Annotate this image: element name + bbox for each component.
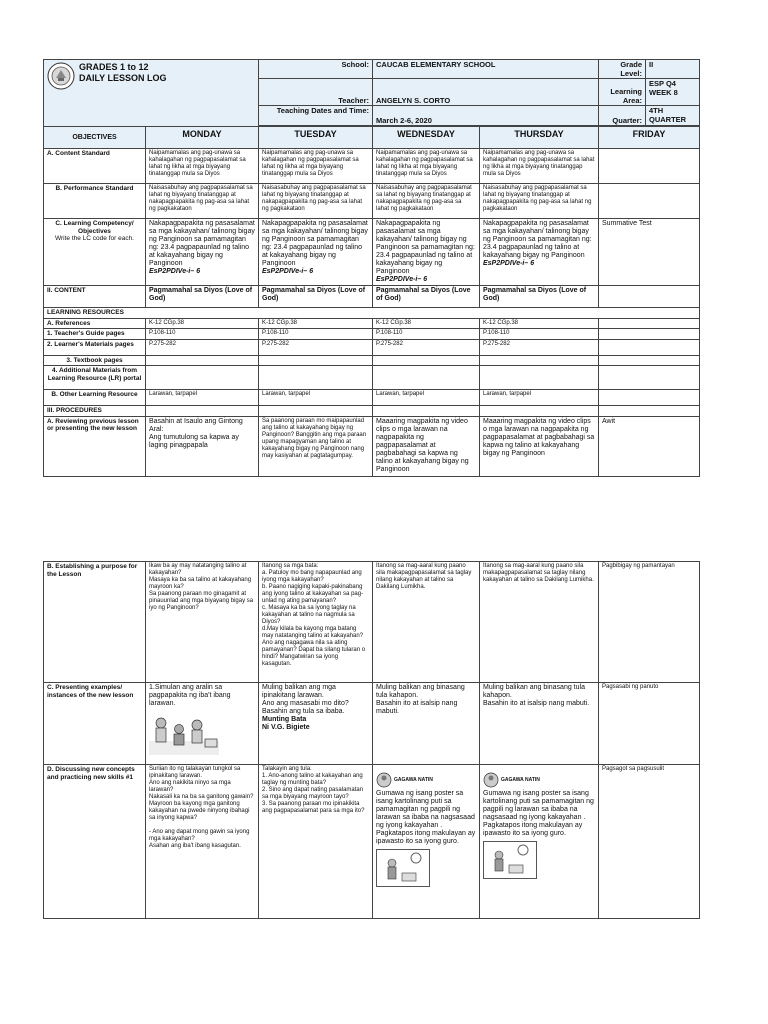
additional-label: 4. Additional Materials from Learning Resource (LR) portal [44,366,146,390]
performance-standard-tue: Naisasabuhay ang pagpapasalamat sa lahat ng biyayang tinatanggap at nakapagpapakita ng pag-asa sa lahat ng pagkakataon [259,184,373,219]
competency-tue-text: Nakapagpapakita ng pasasalamat sa mga kakayahan/ talinong bigay ng Panginoon sa pamamagitan ng: 23.4 pagpapaunlad ng talino at kakayahang bigay ng Panginoon [262,220,368,267]
content-thu: Pagmamahal sa Diyos (Love of God) [480,286,599,308]
content-wed: Pagmamahal sa Diyos (Love of God) [373,286,480,308]
performance-standard-thu: Naisasabuhay ang pagpapasalamat sa lahat ng biyayang tinatanggap at nakapagpapakita ng pag-asa sa lahat ng pagkakataon [480,184,599,219]
day-wednesday: WEDNESDAY [373,127,480,149]
competency-mon-text: Nakapagpapakita ng pasasalamat sa mga kakayahan/ talinong bigay ng Panginoon sa pamamagitan ng: 23.4 pagpapaunlad ng talino at kakayahang bigay ng Panginoon [149,220,255,267]
references-tue: K-12 CGp.38 [259,318,373,329]
school-value: CAUCAB ELEMENTARY SCHOOL [373,60,599,79]
competency-thu-text: Nakapagpapakita ng pasasalamat sa mga kakayahan/ talinong bigay ng Panginoon sa pamamagitan ng: 23.4 pagpapaunlad ng talino at kakayahang bigay ng Panginoon [483,220,592,259]
quarter-cell [599,106,700,126]
discussing-thu [480,765,599,919]
additional-thu [480,366,599,390]
reviewing-wed: Maaaring magpakita ng video clips o mga larawan na nagpapakita ng pagpapasalamat at pagbabahagi sa kapwa ng talino at kakayahang bigay ng Panginoon [373,416,480,476]
area-cell [599,79,700,106]
day-thursday: THURSDAY [480,127,599,149]
content-standard-fri [599,149,700,184]
other-resource-fri [599,390,700,406]
lm-pages-mon: P.275-282 [146,339,259,355]
presenting-tue-text: Muling balikan ang mga ipinakitang larawan. Ano ang masasabi mo dito? Basahin ang tula sa ibaba. [262,684,349,715]
procedures-wed [373,406,480,417]
other-resource-wed: Larawan, tarpapel [373,390,480,406]
references-label: A. References [44,318,146,329]
content-tue: Pagmamahal sa Diyos (Love of God) [259,286,373,308]
textbook-thu [480,355,599,366]
content-standard-label: A. Content Standard [44,149,146,184]
reviewing-fri: Awit [599,416,700,476]
performance-standard-fri [599,184,700,219]
competency-label-cell [44,219,146,286]
lm-pages-thu: P.275-282 [480,339,599,355]
presenting-tue-poem: Munting Bata Ni V.G. Bigiete [262,716,310,731]
activity-picture-icon [483,841,537,879]
content-standard-thu: Naipamamalas ang pag-unawa sa kahalagahan ng pagpapasalamat sa lahat ng likha at mga biyayang tinatanggap mula sa Diyos [480,149,599,184]
content-label: II. CONTENT [44,286,146,308]
performance-standard-wed: Naisasabuhay ang pagpapasalamat sa lahat ng biyayang tinatanggap at nakapagpapakita ng pag-asa sa lahat ng pagkakataon [373,184,480,219]
discussing-mon: Suriian ito ng talakayan tungkol sa ipinakitang larawan. Ano ang nakikita ninyo sa mga larawan? Nakasali ka na ba sa ganitong gawain? Mayroon ba kayong mga ganitong kakayahan na pwede ninyong ibahagi sa inyong kapwa? - Ano ang dapat mong gawin sa iyong mga kakayahan? Asahan ang iba't ibang kasagutan. [146,765,259,919]
children-illustration-icon [149,711,219,755]
presenting-tue [259,683,373,765]
textbook-label: 3. Textbook pages [44,355,146,366]
competency-mon-code: EsP2PDIVe-i– 6 [149,268,201,275]
grade-cell [599,60,700,79]
procedures-label: III. PROCEDURES [44,406,146,417]
other-resource-label: B. Other Learning Resource [44,390,146,406]
presenting-mon [146,683,259,765]
tg-pages-wed: P.108-110 [373,329,480,340]
competency-label: C. Learning Competency/ Objectives [55,220,134,235]
reviewing-tue: Sa paanong paraan mo maipapaunlad ang talino at kakayahang bigay ng Panginoon? Banggitin ang mga paraan upang mapagyaman ang talino at kakayahang bigay ng Panginoon nang may kasiyahan at pagtatagumpay. [259,416,373,476]
procedures-mon [146,406,259,417]
banner-label: GAGAWA NATIN [394,776,433,783]
competency-sublabel: Write the LC code for each. [54,235,134,242]
discussing-thu-banner [483,772,595,788]
dates-label: Teaching Dates and Time: [259,106,373,126]
content-mon: Pagmamahal sa Diyos (Love of God) [146,286,259,308]
log-title-block [44,60,259,127]
additional-tue [259,366,373,390]
purpose-thu: Itanong sa mag-aaral kung paano sila makapagpapasalamat sa taglay nilang kakayahan at talino sa Dakilang Lumikha. [480,562,599,683]
student-writing-icon [376,772,392,788]
school-label: School: [259,60,373,79]
lesson-log-table-bottom [43,561,700,919]
presenting-thu: Muling balikan ang binasang tula kahapon. Basahin ito at isalsip nang mabuti. [480,683,599,765]
presenting-wed: Muling balikan ang binasang tula kahapon. Basahin ito at isalsip nang mabuti. [373,683,480,765]
textbook-fri [599,355,700,366]
competency-thu [480,219,599,286]
competency-fri: Summative Test [599,219,700,286]
presenting-fri: Pagsasabi ng panuto [599,683,700,765]
competency-tue [259,219,373,286]
lm-pages-tue: P.275-282 [259,339,373,355]
competency-wed-code: EsP2PDIVe-i– 6 [376,276,428,283]
deped-seal-icon [47,62,75,90]
content-standard-wed: Naipamamalas ang pag-unawa sa kahalagahan ng pagpapasalamat sa lahat ng likha at mga biyayang tinatanggap mula sa Diyos [373,149,480,184]
additional-mon [146,366,259,390]
textbook-tue [259,355,373,366]
lm-pages-fri [599,339,700,355]
grade-label: Grade Level: [599,60,646,78]
textbook-wed [373,355,480,366]
resources-header: LEARNING RESOURCES [44,308,700,319]
other-resource-tue: Larawan, tarpapel [259,390,373,406]
references-fri [599,318,700,329]
discussing-wed-banner [376,772,476,788]
competency-thu-code: EsP2PDIVe-i– 6 [483,260,535,267]
procedures-thu [480,406,599,417]
reviewing-mon: Basahin at Isaulo ang Gintong Aral: Ang tumutulong sa kapwa ay laging pinagpapala [146,416,259,476]
purpose-label: B. Establishing a purpose for the Lesson [44,562,146,683]
additional-fri [599,366,700,390]
title-line-2: DAILY LESSON LOG [79,73,167,83]
performance-standard-label: B. Performance Standard [44,184,146,219]
competency-mon [146,219,259,286]
lm-pages-label: 2. Learner's Materials pages [44,339,146,355]
competency-wed [373,219,480,286]
discussing-fri: Pagsagot sa pagsusulit [599,765,700,919]
performance-standard-mon: Naisasabuhay ang pagpapasalamat sa lahat ng biyayang tinatanggap at nakapagpapakita ng pag-asa sa lahat ng pagkakataon [146,184,259,219]
presenting-mon-text: 1.Simulan ang aralin sa pagpapakita ng iba't ibang larawan. [149,684,231,707]
other-resource-thu: Larawan, tarpapel [480,390,599,406]
discussing-tue: Talakayin ang tula. 1. Ano-anong talino at kakayahan ang taglay ng munting bata? 2. Sino ang dapat nating pasalamatan sa mga biyayang mayroon tayo? 3. Sa paanong paraan mo ipinakikita ang pagpapasalamat para sa mga ito? [259,765,373,919]
day-tuesday: TUESDAY [259,127,373,149]
tg-pages-fri [599,329,700,340]
other-resource-mon: Larawan, tarpapel [146,390,259,406]
lesson-log-table-top [43,59,700,477]
references-thu: K-12 CGp.38 [480,318,599,329]
purpose-wed: Itanong sa mag-aaral kung paano sila makapagpapasalamat sa taglay nilang kakayahan at talino sa Dakilang Lumikha. [373,562,480,683]
presenting-label: C. Presenting examples/ instances of the new lesson [44,683,146,765]
reviewing-thu: Maaaring magpakita ng video clips o mga larawan na nagpapakita ng pagpapasalamat at pagbabahagi sa kapwa ng talino at kakayahang bigay ng Panginoon [480,416,599,476]
discussing-wed [373,765,480,919]
discussing-wed-text: Gumawa ng isang poster sa isang kartolinang puti sa pamamagitan ng pagpili ng larawan sa ibaba na nagsasaad ng iyong kakayahan . Pagkatapos itong makulayan ay ipawasto ito sa iyong guro. [376,790,476,845]
content-standard-tue: Naipamamalas ang pag-unawa sa kahalagahan ng pagpapasalamat sa lahat ng likha at mga biyayang tinatanggap mula sa Diyos [259,149,373,184]
content-fri [599,286,700,308]
day-friday: FRIDAY [599,127,700,149]
purpose-tue: Itanong sa mga bata: a. Patuloy mo bang napapaunlad ang iyong mga kakayahan? b. Paano nagiging kapaki-pakinabang ang iyong talino at kakayahan sa pag-unlad ng ating pamayanan? c. Masaya ka ba sa iyong taglay na kakayahan at talino na nagmula sa Diyos? d.May kilala ba kayong mga batang may natatanging talino at kakayahan? Ano ang nagagawa nila sa ating pamayanan? Dapat ba silang tularan o hindi? Mangatwiran sa iyong kasagutan. [259,562,373,683]
activity-picture-icon [376,849,430,887]
area-value: ESP Q4 WEEK 8 [649,79,678,97]
teacher-label: Teacher: [259,79,373,106]
objectives-header: OBJECTIVES [44,127,146,149]
area-label: Learning Area: [599,79,646,105]
title-line-1: GRADES 1 to 12 [79,62,149,72]
competency-tue-code: EsP2PDIVe-i– 6 [262,268,314,275]
tg-pages-label: 1. Teacher's Guide pages [44,329,146,340]
reviewing-label: A. Reviewing previous lesson or presenting the new lesson [44,416,146,476]
day-monday: MONDAY [146,127,259,149]
student-writing-icon [483,772,499,788]
competency-wed-text: Nakapagpapakita ng pasasalamat sa mga kakayahan/ talinong bigay ng Panginoon sa pamamagitan ng: 23.4 pagpapaunlad ng talino at kakayahang bigay ng Panginoon [376,220,475,275]
grade-value: II [649,60,654,69]
textbook-mon [146,355,259,366]
additional-wed [373,366,480,390]
references-mon: K-12 CGp.38 [146,318,259,329]
discussing-thu-text: Gumawa ng isang poster sa isang kartolinang puti sa pamamagitan ng pagpili ng larawan sa ibaba na nagsasaad ng iyong kakayahan . Pagkatapos itong makulayan ay ipawasto ito sa iyong guro. [483,790,594,837]
quarter-label: Quarter: [599,106,646,125]
discussing-label: D. Discussing new concepts and practicing new skills #1 [44,765,146,919]
procedures-fri [599,406,700,417]
banner-label: GAGAWA NATIN [501,776,540,783]
dates-value: March 2-6, 2020 [373,106,599,126]
tg-pages-thu: P.108-110 [480,329,599,340]
lm-pages-wed: P.275-282 [373,339,480,355]
teacher-value: ANGELYN S. CORTO [373,79,599,106]
references-wed: K-12 CGp.38 [373,318,480,329]
content-standard-mon: Naipamamalas ang pag-unawa sa kahalagahan ng pagpapasalamat sa lahat ng likha at mga biyayang tinatanggap mula sa Diyos [146,149,259,184]
purpose-mon: Ikaw ba ay may natatanging talino at kakayahan? Masaya ka ba sa talino at kakayahang mayroon ka? Sa paanong paraan mo ginagamit at pinauunlad ang mga biyayang bigay sa iyo ng Panginoon? [146,562,259,683]
tg-pages-tue: P.108-110 [259,329,373,340]
tg-pages-mon: P.108-110 [146,329,259,340]
quarter-value: 4TH QUARTER [649,106,687,124]
purpose-fri: Pagbibigay ng pamantayan [599,562,700,683]
procedures-tue [259,406,373,417]
